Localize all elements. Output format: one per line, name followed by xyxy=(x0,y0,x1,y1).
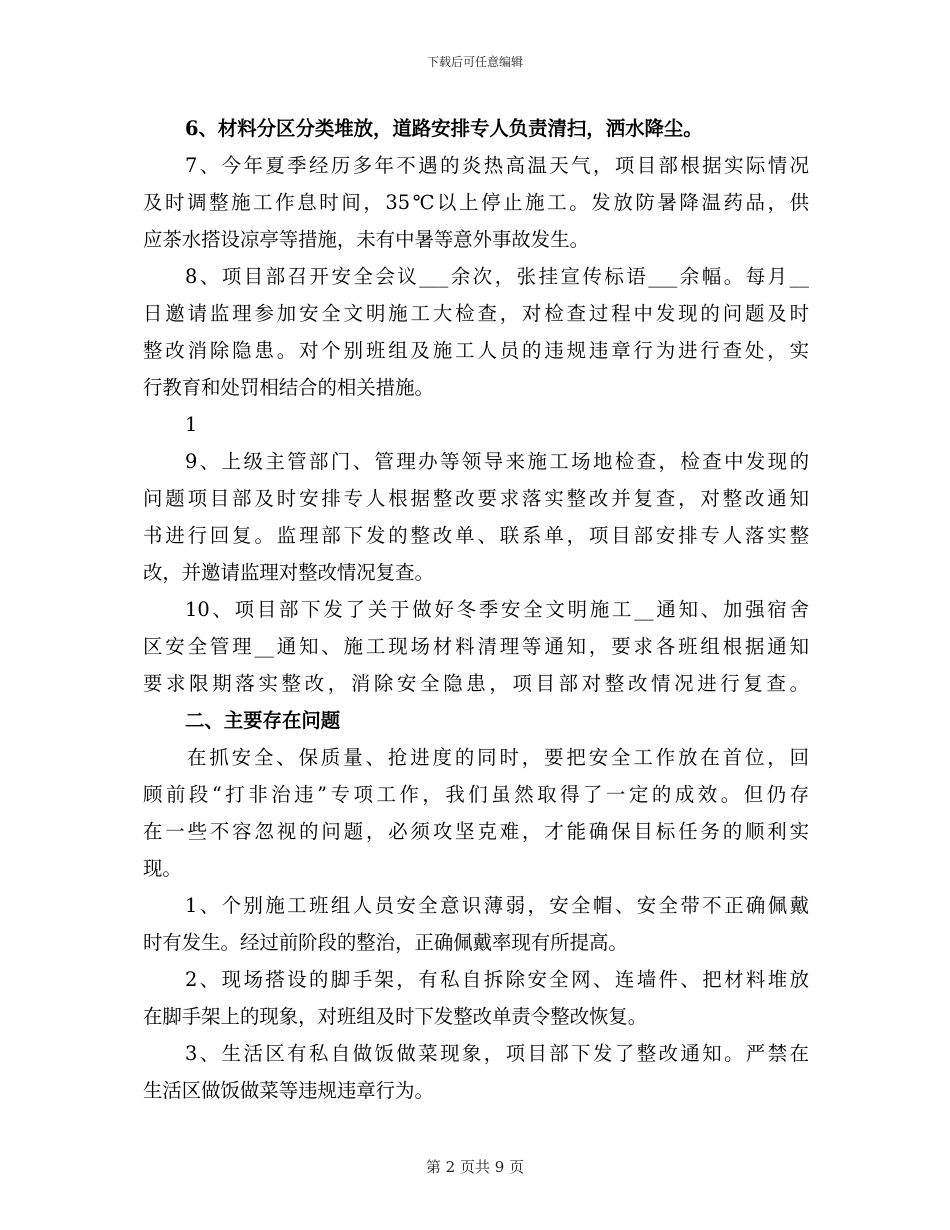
paragraph-line: 6、材料分区分类堆放，道路安排专人负责清扫，洒水降尘。 xyxy=(185,117,703,140)
paragraph-line: 顾前段“打非治违”专项工作，我们虽然取得了一定的成效。但仍存 xyxy=(143,783,809,806)
paragraph-line: 书进行回复。监理部下发的整改单、联系单，项目部安排专人落实整 xyxy=(143,524,809,547)
paragraph-line: 3、生活区有私自做饭做菜现象，项目部下发了整改通知。严禁在 xyxy=(185,1042,809,1065)
paragraph-line: 问题项目部及时安排专人根据整改要求落实整改并复查，对整改通知 xyxy=(143,487,809,510)
page-footer: 第 2 页共 9 页 xyxy=(425,1158,525,1176)
paragraph-line: 改，并邀请监理对整改情况复查。 xyxy=(143,561,434,584)
document-body xyxy=(143,110,809,1109)
paragraph-line: 9、上级主管部门、管理办等领导来施工场地检查，检查中发现的 xyxy=(185,450,809,473)
paragraph-line: 区安全管理__通知、施工现场材料清理等通知，要求各班组根据通知 xyxy=(143,635,809,658)
paragraph-line: 7、今年夏季经历多年不遇的炎热高温天气，项目部根据实际情况 xyxy=(185,154,809,177)
paragraph-line: 10、项目部下发了关于做好冬季安全文明施工__通知、加强宿舍 xyxy=(185,598,809,621)
paragraph-line: 在一些不容忽视的问题，必须攻坚克难，才能确保目标任务的顺利实 xyxy=(143,820,809,843)
paragraph-line: 应茶水搭设凉亭等措施，未有中暑等意外事故发生。 xyxy=(143,228,589,251)
paragraph-line: 要求限期落实整改，消除安全隐患，项目部对整改情况进行复查。 xyxy=(143,672,809,695)
paragraph-line: 现。 xyxy=(143,857,182,880)
paragraph-line: 生活区做饭做菜等违规违章行为。 xyxy=(143,1079,434,1102)
paragraph-line: 整改消除隐患。对个别班组及施工人员的违规违章行为进行查处，实 xyxy=(143,339,809,362)
paragraph-line: 在抓安全、保质量、抢进度的同时，要把安全工作放在首位，回 xyxy=(187,746,809,769)
paragraph-line: 1 xyxy=(185,413,198,436)
paragraph-line: 1、个别施工班组人员安全意识薄弱，安全帽、安全带不正确佩戴 xyxy=(185,894,809,917)
paragraph-line: 2、现场搭设的脚手架，有私自拆除安全网、连墙件、把材料堆放 xyxy=(185,968,809,991)
paragraph-line: 时有发生。经过前阶段的整治，正确佩戴率现有所提高。 xyxy=(143,931,628,954)
paragraph-line: 在脚手架上的现象，对班组及时下发整改单责令整改恢复。 xyxy=(143,1005,648,1028)
paragraph-line: 8、项目部召开安全会议___余次，张挂宣传标语___余幅。每月__ xyxy=(185,265,809,288)
paragraph-line: 及时调整施工作息时间，35℃以上停止施工。发放防暑降温药品，供 xyxy=(143,191,809,214)
page-header: 下载后可任意编辑 xyxy=(426,55,523,69)
section-heading: 二、主要存在问题 xyxy=(185,709,341,732)
paragraph-line: 日邀请监理参加安全文明施工大检查，对检查过程中发现的问题及时 xyxy=(143,302,809,325)
paragraph-line: 行教育和处罚相结合的相关措施。 xyxy=(143,376,434,399)
